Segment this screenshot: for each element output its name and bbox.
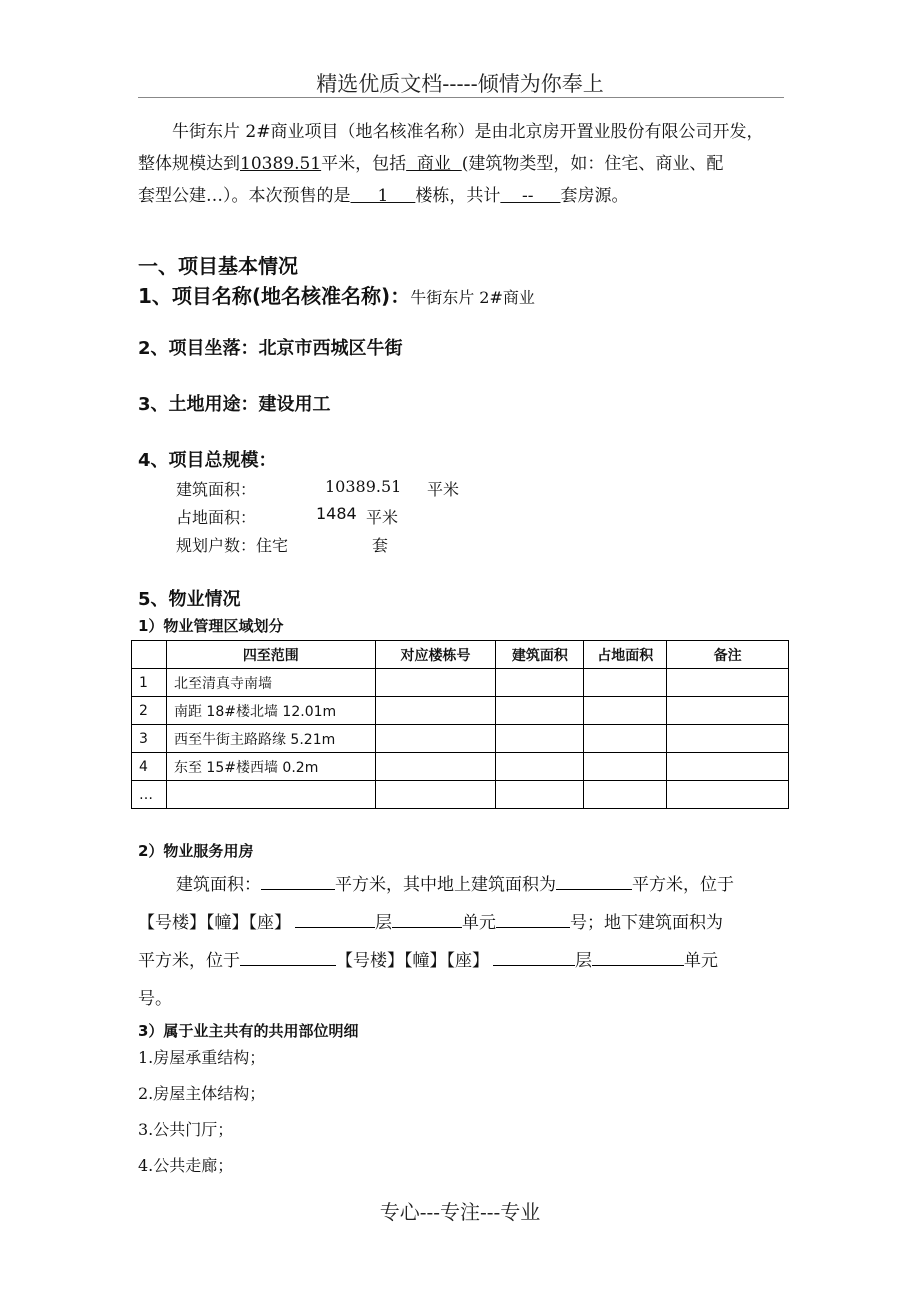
total-area-value: 10389.51 [240,154,322,174]
blank-field [556,869,632,890]
table-cell [667,725,789,753]
service-room-line-4 [138,980,788,1018]
intro-text-2c: (建筑物类型，如：住宅、商业、配 [461,154,724,174]
intro-text-3a: 套型公建…）。本次预售的是 [138,186,351,206]
text-span: 建筑面积： [176,875,261,895]
project-name-value: 牛街东片 2#商业 [410,288,535,307]
service-room-line-3 [138,942,788,980]
table-cell: 南距 18#楼北墙 12.01m [166,697,375,725]
table-cell [496,753,584,781]
table-cell [375,753,496,781]
intro-text-2a: 整体规模达到 [138,154,240,174]
project-name-label: 1、项目名称(地名核准名称)： [138,284,411,308]
text-span: 单元 [462,913,496,933]
text-span: 平方米，位于 [632,875,734,895]
table-row [132,669,789,697]
table-header-cell: 建筑面积 [496,641,584,669]
presale-unit-count: -- [500,186,561,206]
section-1-title: 一、项目基本情况 [138,254,298,278]
project-name-row [138,280,535,309]
intro-line-3 [138,180,788,212]
table-cell: … [132,781,167,809]
table-cell: 2 [132,697,167,725]
table-header-cell: 备注 [667,641,789,669]
table-cell: 1 [132,669,167,697]
text-span: 层 [575,951,592,971]
text-span: 平方米，其中地上建筑面积为 [335,875,556,895]
service-room-line-1 [138,866,788,904]
intro-text-3c: 套房源。 [560,186,629,206]
table-cell [667,781,789,809]
households-unit: 套 [372,536,389,555]
subsection-3-title: 3）属于业主共有的共用部位明细 [138,1022,359,1040]
text-span: 【号楼】【幢】【座】 [138,913,291,933]
table-cell [375,725,496,753]
project-scale-title: 4、项目总规模： [138,450,277,471]
service-room-paragraph [138,866,788,1018]
build-area-unit: 平米 [427,480,460,499]
table-cell [584,697,667,725]
intro-text-1: 牛街东片 2#商业项目（地名核准名称）是由北京房开置业股份有限公司开发， [172,122,764,142]
blank-field [496,907,570,928]
table-cell: 4 [132,753,167,781]
table-row [132,725,789,753]
table-header-row [132,641,789,669]
table-cell: 东至 15#楼西墙 0.2m [166,753,375,781]
intro-paragraph [138,116,788,212]
land-area-label: 占地面积： [176,508,257,527]
table-cell [375,669,496,697]
page-header: 精选优质文档-----倾情为你奉上 [316,72,604,96]
table-cell [584,781,667,809]
intro-line-2 [138,148,788,180]
building-type-value: 商业 [406,154,462,174]
table-cell: 北至清真寺南墙 [166,669,375,697]
subsection-2-title: 2）物业服务用房 [138,842,254,860]
table-cell [166,781,375,809]
table-cell [496,725,584,753]
text-span: 号。 [138,989,172,1009]
table-cell [584,725,667,753]
table-header-cell: 占地面积 [584,641,667,669]
table-row [132,753,789,781]
blank-field [392,907,462,928]
table-cell [496,669,584,697]
table-cell [584,753,667,781]
table-header-cell: 对应楼栋号 [375,641,496,669]
subsection-1-title: 1）物业管理区域划分 [138,617,284,635]
table-cell [496,697,584,725]
text-span: 号；地下建筑面积为 [570,913,723,933]
table-header-cell [132,641,167,669]
land-use: 3、土地用途：建设用工 [138,394,331,415]
table-cell [667,753,789,781]
table-cell [667,669,789,697]
land-area-unit: 平米 [366,508,399,527]
table-cell: 3 [132,725,167,753]
presale-building-count: 1 [350,186,416,206]
header-rule [138,97,784,98]
section-5-title: 5、物业情况 [138,589,241,610]
text-span: 层 [375,913,392,933]
table-cell [667,697,789,725]
build-area-label: 建筑面积： [176,480,257,499]
list-item: 3.公共门厅； [138,1120,234,1139]
blank-field [493,945,575,966]
text-span: 平方米，位于 [138,951,240,971]
build-area-value: 10389.51 [325,477,402,496]
blank-field [295,907,375,928]
table-cell: 西至牛街主路路缘 5.21m [166,725,375,753]
table-cell [584,669,667,697]
list-item: 4.公共走廊； [138,1156,234,1175]
text-span: 单元 [684,951,718,971]
table-cell [375,697,496,725]
list-item: 1.房屋承重结构； [138,1048,266,1067]
table-cell [496,781,584,809]
list-item: 2.房屋主体结构； [138,1084,266,1103]
service-room-line-2 [138,904,788,942]
table-row [132,781,789,809]
text-span: 【号楼】【幢】【座】 [336,951,489,971]
table-row [132,697,789,725]
table-header-cell: 四至范围 [166,641,375,669]
property-area-table [131,640,789,809]
blank-field [240,945,336,966]
households-label: 规划户数：住宅 [176,536,289,555]
project-location: 2、项目坐落：北京市西城区牛街 [138,338,403,359]
page-footer: 专心---专注---专业 [379,1200,541,1224]
intro-text-2b: 平米，包括 [321,154,407,174]
intro-text-3b: 楼栋，共计 [415,186,501,206]
blank-field [592,945,684,966]
table-cell [375,781,496,809]
intro-line-1 [138,116,788,148]
land-area-value: 1484 [316,504,357,523]
blank-field [261,869,335,890]
